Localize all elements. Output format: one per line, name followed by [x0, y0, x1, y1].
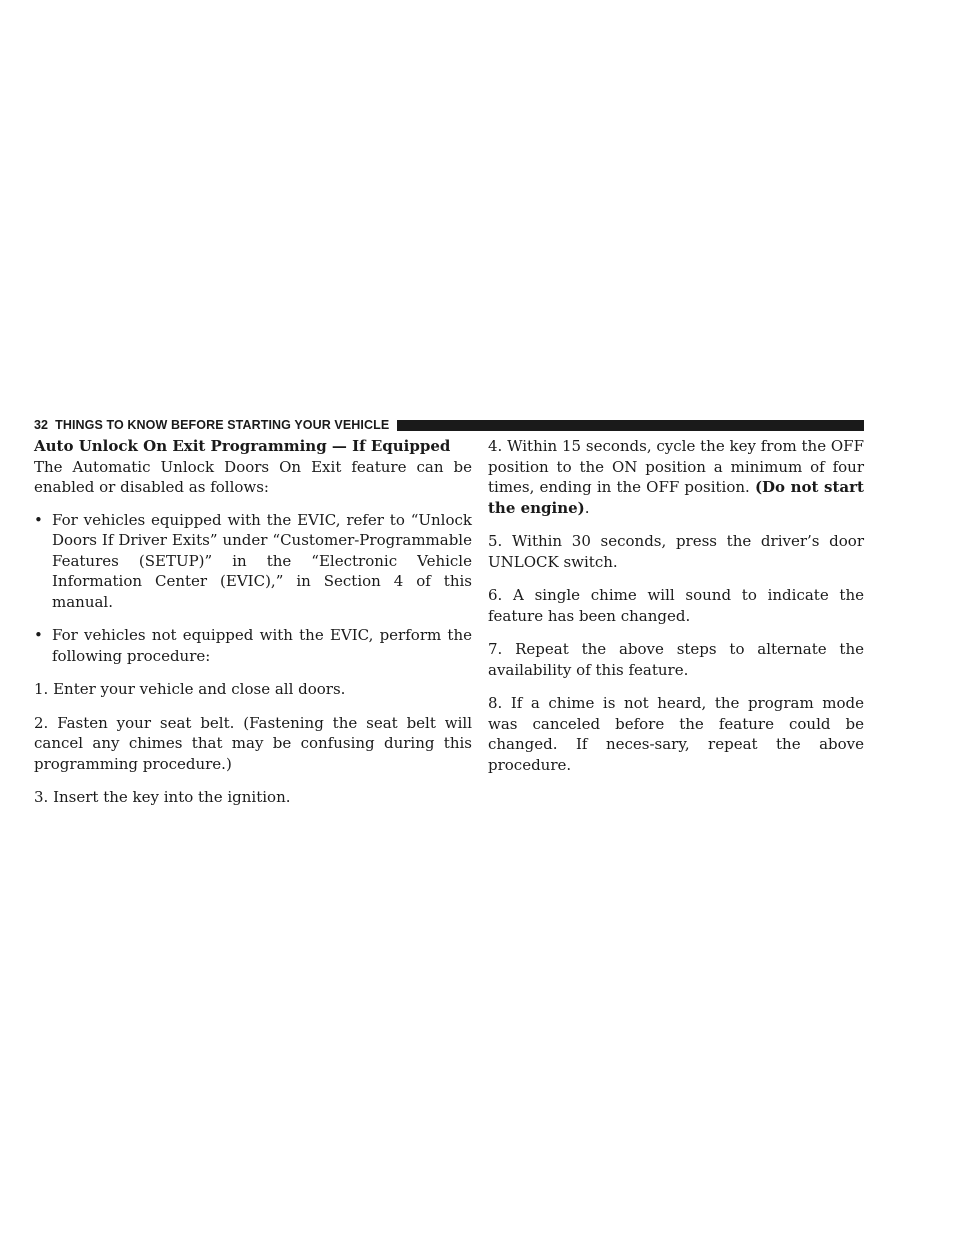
step-7: 7. Repeat the above steps to alternate the availability of this feature.: [488, 640, 864, 679]
step-6: 6. A single chime will sound to indicate the feature has been changed.: [488, 586, 864, 625]
left-column: [34, 436, 472, 821]
step-4-text: 4. Within 15 seconds, cycle the key from the OFF position to the ON position a minimum of four times, ending in the OFF position.: [488, 437, 864, 496]
section-title: THINGS TO KNOW BEFORE STARTING YOUR VEHICLE: [55, 418, 390, 432]
step-8: 8. If a chime is not heard, the program mode was canceled before the feature could be changed. If neces-sary, repeat the above procedure.: [488, 694, 864, 774]
right-column: [488, 436, 864, 788]
step-4: [488, 436, 864, 518]
step-4-warning: (Do not start the engine): [488, 478, 864, 517]
step-2: 2. Fasten your seat belt. (Fastening the seat belt will cancel any chimes that may be confusing during this programming procedure.): [34, 713, 472, 773]
step-4-end: .: [584, 498, 590, 517]
bullet-mark: •: [34, 510, 43, 529]
step-1: 1. Enter your vehicle and close all doors.: [34, 680, 346, 698]
header-rule: [397, 420, 864, 431]
bullet-text: For vehicles equipped with the EVIC, refer to “Unlock Doors If Driver Exits” under “Customer-Programmable Features (SETUP)” in the “Electronic Vehicle Information Center (EVIC),” in Section 4 of this manual.: [52, 510, 472, 611]
bullet-mark: •: [34, 626, 43, 644]
page-number: 32: [34, 418, 49, 432]
bullet-item: [34, 510, 472, 613]
bullet-item: [34, 625, 472, 666]
page-header: [34, 418, 864, 432]
section-heading: Auto Unlock On Exit Programming — If Equipped: [34, 437, 451, 455]
step-3: 3. Insert the key into the ignition.: [34, 788, 291, 806]
intro-paragraph: The Automatic Unlock Doors On Exit feature can be enabled or disabled as follows:: [34, 457, 472, 496]
step-5: 5. Within 30 seconds, press the driver’s door UNLOCK switch.: [488, 532, 864, 571]
bullet-text: For vehicles not equipped with the EVIC, perform the following procedure:: [52, 626, 472, 665]
